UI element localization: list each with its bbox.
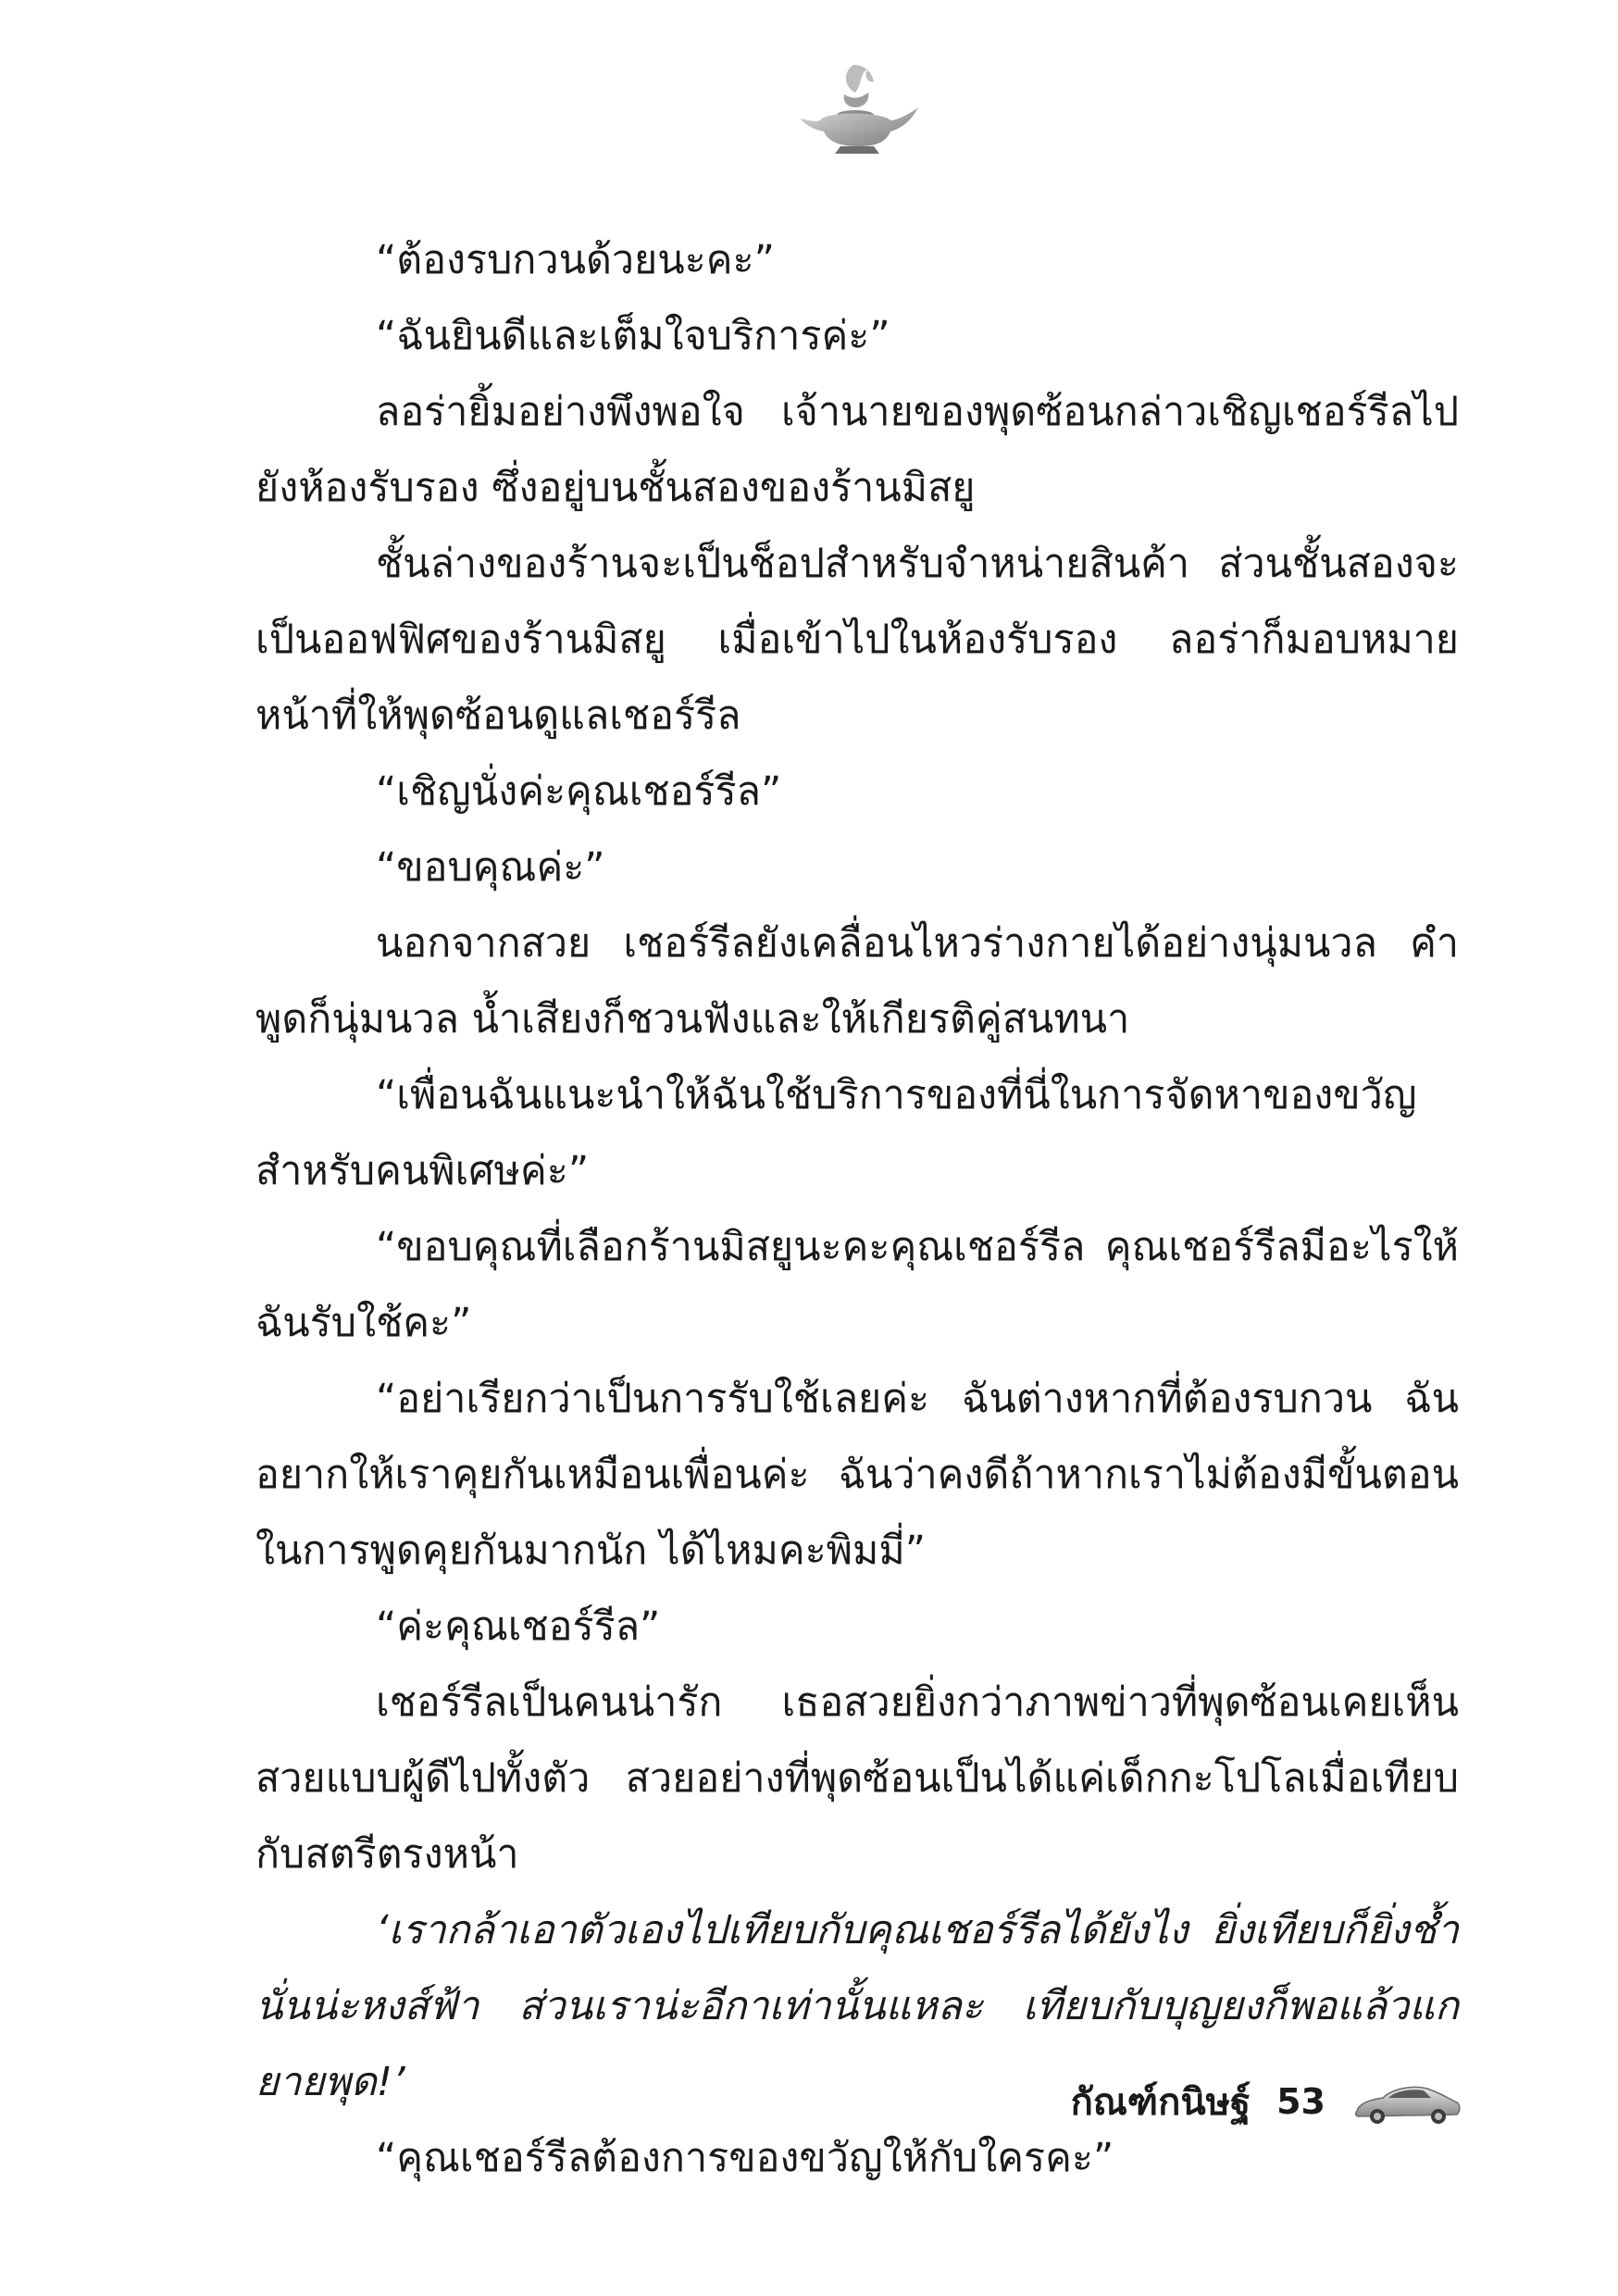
paragraph: “ขอบคุณที่เลือกร้านมิสยูนะคะคุณเชอร์รีล คุณเชอร์รีลมีอะไรให้ฉันรับใช้คะ” xyxy=(255,1224,1459,1346)
paragraph: ลอร่ายิ้มอย่างพึงพอใจ เจ้านายของพุดซ้อนกล่าวเชิญเชอร์รีลไปยังห้องรับรอง ซึ่งอยู่บนชั้นสองของร้านมิสยู xyxy=(255,389,1459,511)
sports-car-icon xyxy=(1351,2076,1462,2128)
author-name: กัณฑ์กนิษฐ์ xyxy=(1070,2081,1251,2124)
magic-lamp-icon xyxy=(789,56,927,157)
page-number: 53 xyxy=(1276,2081,1326,2122)
inner-thought-paragraph: ‘เรากล้าเอาตัวเองไปเทียบกับคุณเชอร์รีลได้ยังไง ยิ่งเทียบก็ยิ่งช้ำนั่นน่ะหงส์ฟ้า ส่วนเราน่ะอีกาเท่านั้นแหละ เทียบกับบุญยงก็พอแล้วแก ยายพุด!’ xyxy=(255,1907,1459,2105)
paragraph: นอกจากสวย เชอร์รีลยังเคลื่อนไหวร่างกายได้อย่างนุ่มนวล คำพูดก็นุ่มนวล น้ำเสียงก็ชวนฟังและให้เกียรติคู่สนทนา xyxy=(255,920,1459,1042)
paragraph: “ค่ะคุณเชอร์รีล” xyxy=(376,1603,661,1650)
paragraph: “เพื่อนฉันแนะนำให้ฉันใช้บริการของที่นี่ในการจัดหาของขวัญสำหรับคนพิเศษค่ะ” xyxy=(255,1072,1417,1194)
paragraph: “คุณเชอร์รีลต้องการของขวัญให้กับใครคะ” xyxy=(376,2135,1114,2181)
paragraph: เชอร์รีลเป็นคนน่ารัก เธอสวยยิ่งกว่าภาพข่าวที่พุดซ้อนเคยเห็นสวยแบบผู้ดีไปทั้งตัว สวยอย่างที่พุดซ้อนเป็นได้แค่เด็กกะโปโลเมื่อเทียบกับสตรีตรงหน้า xyxy=(255,1679,1459,1878)
page-footer xyxy=(1000,2065,1462,2139)
paragraph: “ฉันยินดีและเต็มใจบริการค่ะ” xyxy=(376,313,890,359)
body-text xyxy=(255,222,1459,2196)
paragraph: “ขอบคุณค่ะ” xyxy=(376,844,605,891)
paragraph: “ต้องรบกวนด้วยนะคะ” xyxy=(376,237,775,283)
paragraph: ชั้นล่างของร้านจะเป็นช็อปสำหรับจำหน่ายสินค้า ส่วนชั้นสองจะเป็นออฟฟิศของร้านมิสยู เมื่อเข้าไปในห้องรับรอง ลอร่าก็มอบหมายหน้าที่ให้พุดซ้อนดูแลเชอร์รีล xyxy=(255,541,1459,739)
paragraph: “อย่าเรียกว่าเป็นการรับใช้เลยค่ะ ฉันต่างหากที่ต้องรบกวน ฉันอยากให้เราคุยกันเหมือนเพื่อนค่ะ ฉันว่าคงดีถ้าหากเราไม่ต้องมีขั้นตอนในการพูดคุยกันมากนัก ได้ไหมคะพิมมี่” xyxy=(255,1376,1459,1574)
paragraph: “เชิญนั่งค่ะคุณเชอร์รีล” xyxy=(376,768,782,815)
